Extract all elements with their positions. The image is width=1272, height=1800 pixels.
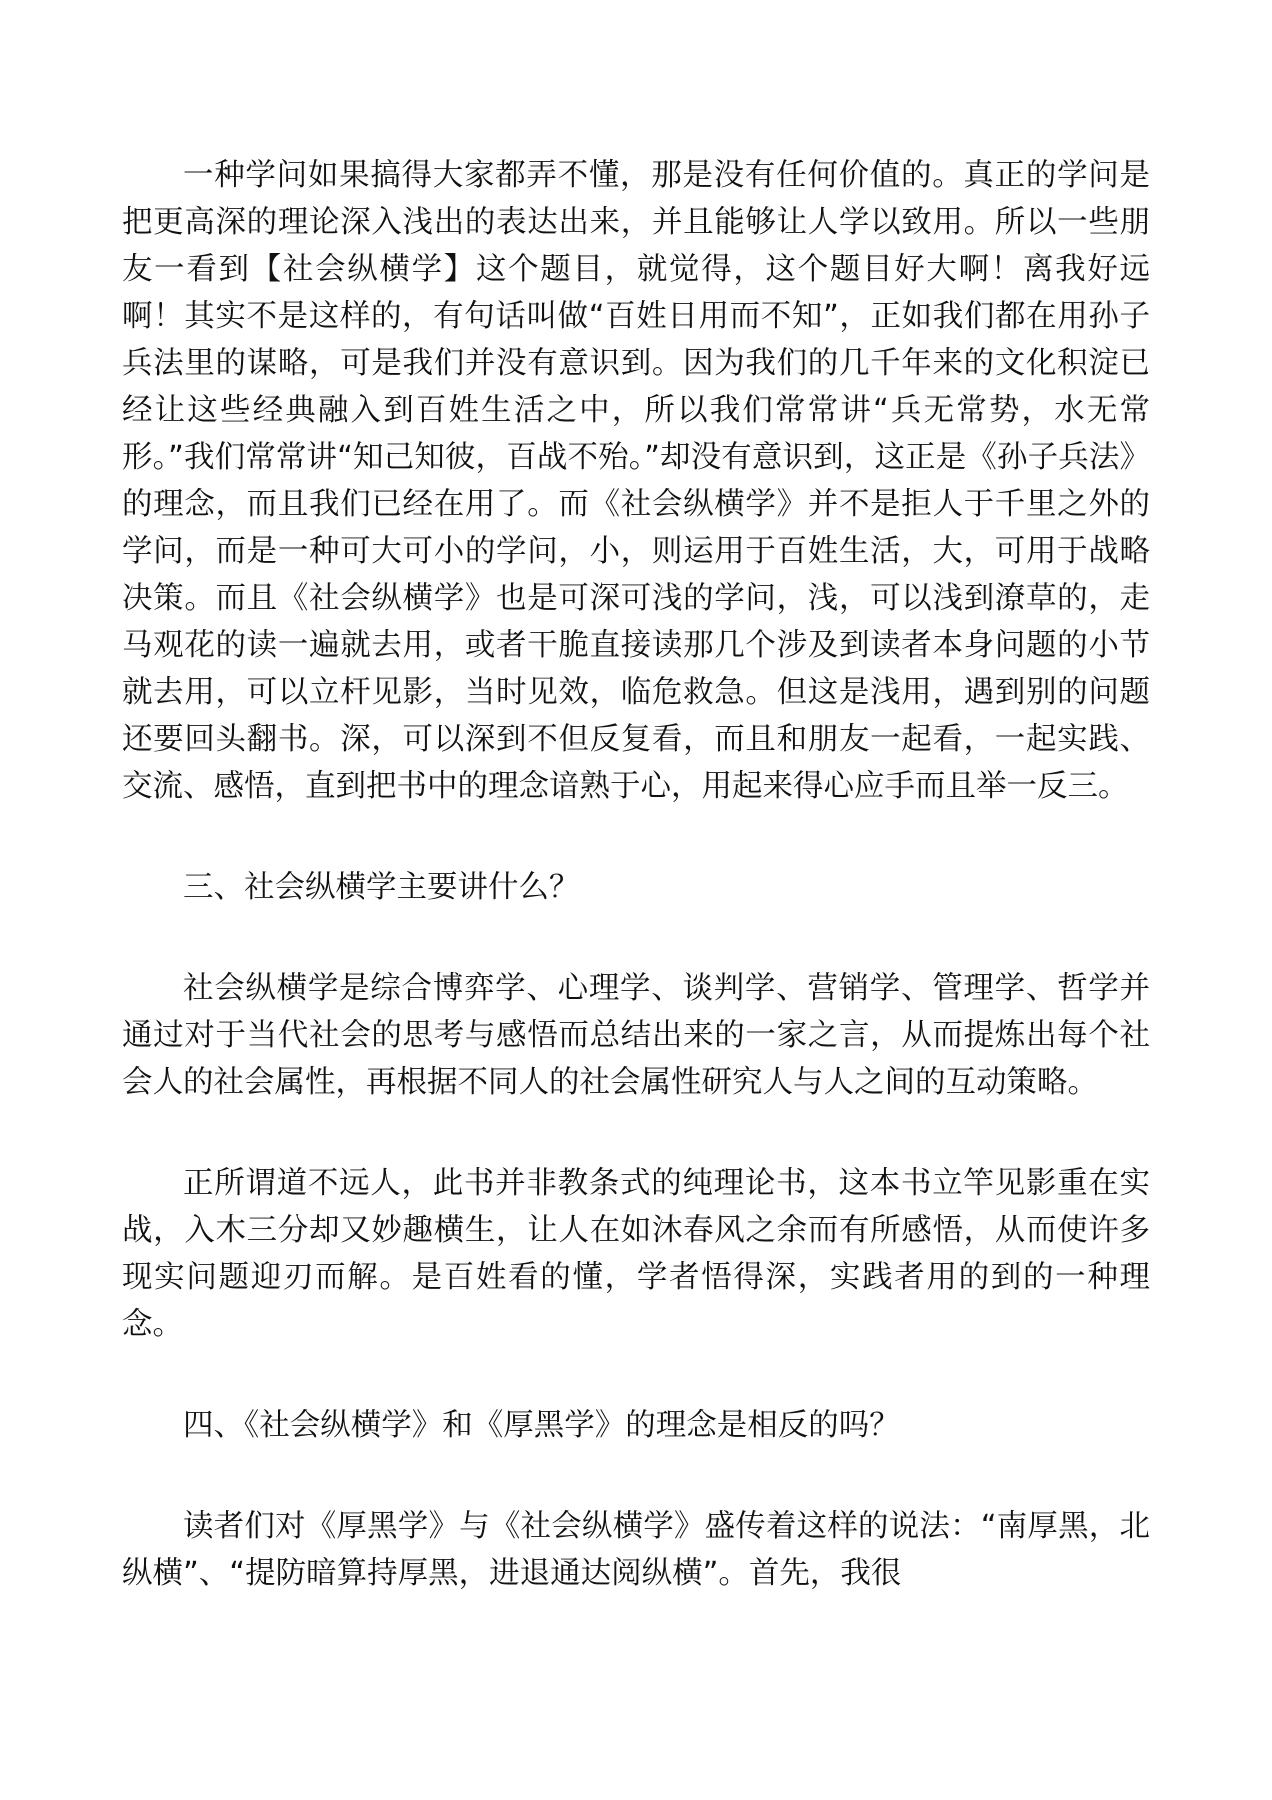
paragraph-gap [122, 911, 1150, 965]
paragraph-comparison: 读者们对《厚黑学》与《社会纵横学》盛传着这样的说法：“南厚黑，北纵横”、“提防暗算持厚黑，进退通达阅纵横”。首先，我很 [122, 1509, 1150, 1591]
section-heading-4: 四、《社会纵横学》和《厚黑学》的理念是相反的吗？ [183, 1408, 900, 1443]
paragraph-definition: 社会纵横学是综合博弈学、心理学、谈判学、营销学、管理学、哲学并通过对于当代社会的思考与感悟而总结出来的一家之言，从而提炼出每个社会人的社会属性，再根据不同人的社会属性研究人与人之间的互动策略。 [122, 971, 1150, 1100]
paragraph-practical: 正所谓道不远人，此书并非教条式的纯理论书，这本书立竿见影重在实战，入木三分却又妙趣横生，让人在如沐春风之余而有所感悟，从而使许多现实问题迎刃而解。是百姓看的懂，学者悟得深，实践者用的到的一种理念。 [122, 1166, 1150, 1342]
paragraph-gap [122, 1348, 1150, 1402]
paragraph-gap [122, 1106, 1150, 1160]
document-body [122, 152, 1150, 1597]
section-heading-3: 三、社会纵横学主要讲什么？ [183, 870, 580, 905]
paragraph-gap [122, 810, 1150, 864]
paragraph-gap [122, 1449, 1150, 1503]
paragraph-intro: 一种学问如果搞得大家都弄不懂，那是没有任何价值的。真正的学问是把更高深的理论深入浅出的表达出来，并且能够让人学以致用。所以一些朋友一看到【社会纵横学】这个题目，就觉得，这个题目好大啊！离我好远啊！其实不是这样的，有句话叫做“百姓日用而不知”，正如我们都在用孙子兵法里的谋略，可是我们并没有意识到。因为我们的几千年来的文化积淀已经让这些经典融入到百姓生活之中，所以我们常常讲“兵无常势，水无常形。”我们常常讲“知己知彼，百战不殆。”却没有意识到，这正是《孙子兵法》的理念，而且我们已经在用了。而《社会纵横学》并不是拒人于千里之外的学问，而是一种可大可小的学问，小，则运用于百姓生活，大，可用于战略决策。而且《社会纵横学》也是可深可浅的学问，浅，可以浅到潦草的，走马观花的读一遍就去用，或者干脆直接读那几个涉及到读者本身问题的小节就去用，可以立杆见影，当时见效，临危救急。但这是浅用，遇到别的问题还要回头翻书。深，可以深到不但反复看，而且和朋友一起看，一起实践、交流、感悟，直到把书中的理念谙熟于心，用起来得心应手而且举一反三。 [122, 158, 1150, 804]
